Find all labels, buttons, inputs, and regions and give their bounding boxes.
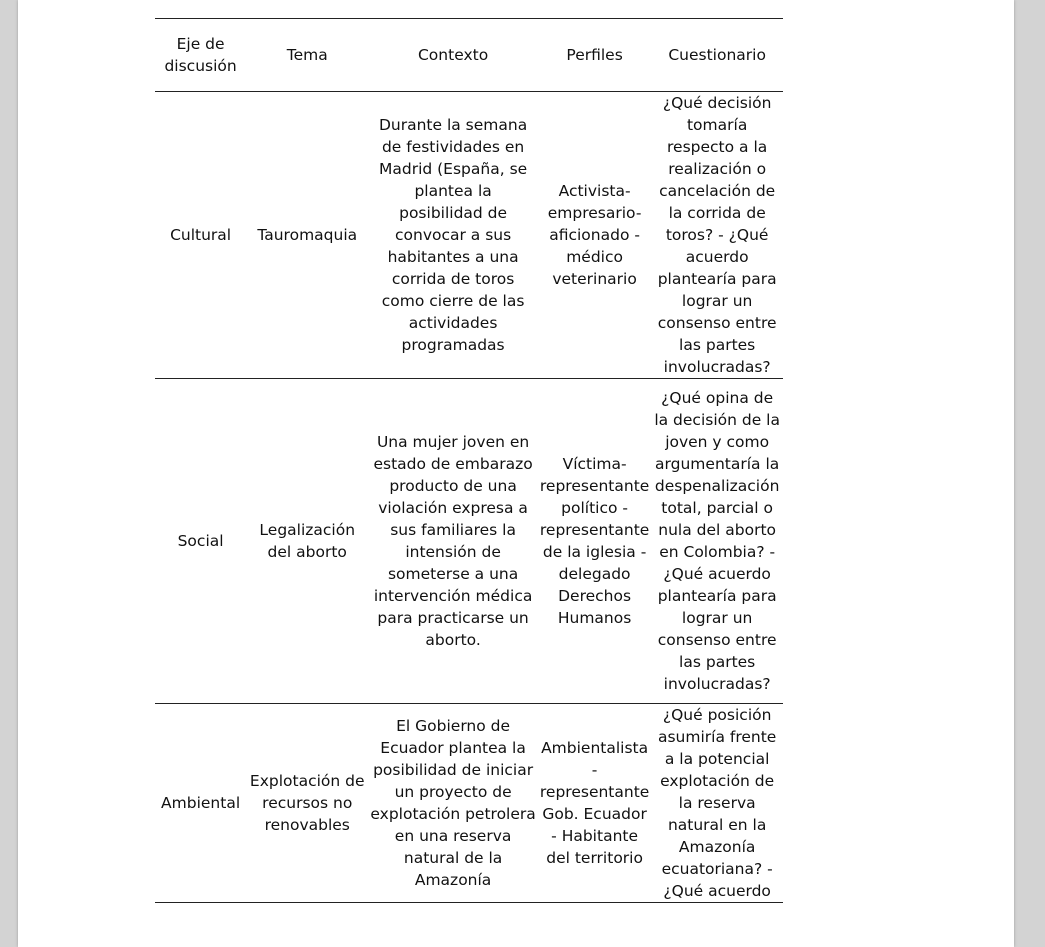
table-row: [155, 379, 783, 704]
cell-tema: Tauromaquia: [257, 226, 358, 244]
header-eje: Eje de discusión: [164, 35, 237, 75]
cell-contexto: Una mujer joven en estado de embarazo producto de una violación expresa a sus familiares la intensión de someterse a una intervención médica para practicarse un aborto.: [373, 433, 533, 649]
header-contexto: Contexto: [417, 46, 489, 64]
cell-cuestionario: ¿Qué decisión tomaría respecto a la realización o cancelación de la corrida de toros? - ¿Qué acuerdo plantearía para lograr un consenso entre las partes involucradas?: [657, 94, 777, 376]
cell-perfiles: Víctima- representante político - representante de la iglesia - delegado Derechos Humanos: [539, 455, 650, 627]
cell-perfiles: Ambientalista - representante Gob. Ecuador - Habitante del territorio: [539, 739, 650, 867]
header-perfiles: Perfiles: [566, 46, 623, 64]
debate-table: [155, 18, 783, 903]
cell-eje: Ambiental: [161, 794, 241, 812]
cell-perfiles: Activista- empresario- aficionado - médico veterinario: [547, 182, 642, 288]
header-cuestionario: Cuestionario: [668, 46, 766, 64]
document-page: [18, 0, 1014, 947]
header-tema: Tema: [286, 46, 328, 64]
table-header-row: [155, 19, 783, 92]
cell-tema: Explotación de recursos no renovables: [249, 772, 365, 834]
cell-eje: Cultural: [170, 226, 232, 244]
table-row: [155, 92, 783, 379]
cell-cuestionario: ¿Qué posición asumiría frente a la potencial explotación de la reserva natural en la Amazonía ecuatoriana? - ¿Qué acuerdo: [657, 706, 777, 900]
cell-cuestionario: ¿Qué opina de la decisión de la joven y como argumentaría la despenalización total, parcial o nula del aborto en Colombia? - ¿Qué acuerdo plantearía para lograr un consenso entre las partes involucradas?: [654, 389, 780, 693]
cell-contexto: El Gobierno de Ecuador plantea la posibilidad de iniciar un proyecto de explotación petrolera en una reserva natural de la Amazonía: [370, 717, 536, 889]
cell-eje: Social: [177, 532, 224, 550]
cell-contexto: Durante la semana de festividades en Madrid (España, se plantea la posibilidad de convocar a sus habitantes a una corrida de toros como cierre de las actividades programadas: [378, 116, 528, 354]
table-row: [155, 704, 783, 903]
cell-tema: Legalización del aborto: [259, 521, 356, 561]
